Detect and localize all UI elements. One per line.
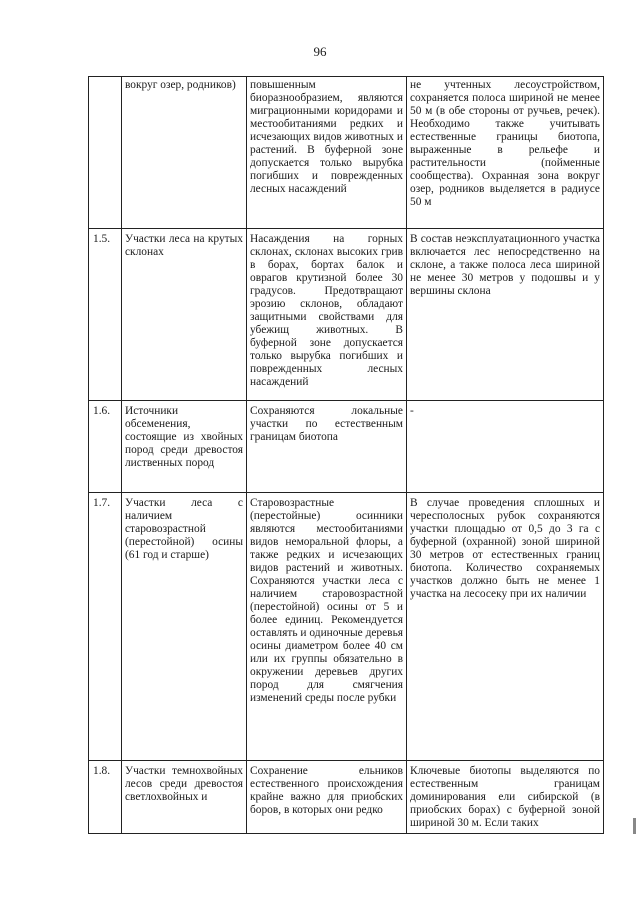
table-row bbox=[89, 493, 604, 761]
row-number: 1.5. bbox=[89, 229, 122, 401]
buffer-zone-rule: не учтенных лесоустройством, сохраняется полоса шириной не менее 50 м (в обе стороны от ручьев, речек). Необходимо также учитывать естественные границы биотопа, выраженные в рельефе и растительности (пойменные сообщества). Охранная зона вокруг озер, родников выделяется в радиусе 50 м bbox=[407, 77, 604, 229]
biotope-name: Источники обсеменения, состоящие из хвойных пород среди древостоя лиственных пород bbox=[122, 401, 247, 493]
biotope-table bbox=[88, 76, 604, 834]
table-row bbox=[89, 77, 604, 229]
buffer-zone-rule: Ключевые биотопы выделяются по естественным границам доминирования ели сибирской (в приобских борах) с буферной зоной шириной 30 м. Если таких bbox=[407, 761, 604, 834]
scan-artifact bbox=[633, 818, 636, 834]
row-number bbox=[89, 77, 122, 229]
table-row bbox=[89, 229, 604, 401]
buffer-zone-rule: В состав неэксплуатационного участка включается лес непосредственно на склоне, а также полоса леса шириной не менее 30 метров у подошвы и у вершины склона bbox=[407, 229, 604, 401]
table-row bbox=[89, 761, 604, 834]
buffer-zone-rule: В случае проведения сплошных и чересполосных рубок сохраняются участки площадью от 0,5 до 3 га с буферной (охранной) зоной шириной 30 метров от естественных границ биотопа. Количество сохраняемых участков должно быть не менее 1 участка на лесосеку при их наличии bbox=[407, 493, 604, 761]
row-number: 1.8. bbox=[89, 761, 122, 834]
biotope-description: Сохранение ельников естественного происхождения крайне важно для приобских боров, в которых они редко bbox=[247, 761, 407, 834]
page-number: 96 bbox=[313, 44, 327, 59]
biotope-description: повышенным биоразнообразием, являются миграционными коридорами и местообитаниями редких и исчезающих видов животных и растений. В буферной зоне допускается только вырубка погибших и поврежденных лесных насаждений bbox=[247, 77, 407, 229]
biotope-name: Участки темнохвойных лесов среди древостоя светлохвойных и bbox=[122, 761, 247, 834]
biotope-name: Участки леса на крутых склонах bbox=[122, 229, 247, 401]
biotope-description: Насаждения на горных склонах, склонах высоких грив в борах, бортах балок и оврагов крутизной более 30 градусов. Предотвращают эрозию склонов, обладают защитными свойствами для убежищ животных. В буферной зоне допускается только вырубка погибших и поврежденных лесных насаждений bbox=[247, 229, 407, 401]
row-number: 1.6. bbox=[89, 401, 122, 493]
biotope-name: Участки леса с наличием старовозрастной (перестойной) осины (61 год и старше) bbox=[122, 493, 247, 761]
biotope-description: Сохраняются локальные участки по естественным границам биотопа bbox=[247, 401, 407, 493]
table-row bbox=[89, 401, 604, 493]
biotope-name: вокруг озер, родников) bbox=[122, 77, 247, 229]
biotope-description: Старовозрастные (перестойные) осинники являются местообитаниями видов неморальной флоры, а также редких и исчезающих видов растений и животных. Сохраняются участки леса с наличием старовозрастной (перестойной) осины от 5 и более единиц. Рекомендуется оставлять и одиночные деревья осины диаметром более 40 см или их группы обязательно в окружении деревьев других пород для смягчения изменений среды после рубки bbox=[247, 493, 407, 761]
row-number: 1.7. bbox=[89, 493, 122, 761]
buffer-zone-rule: - bbox=[407, 401, 604, 493]
